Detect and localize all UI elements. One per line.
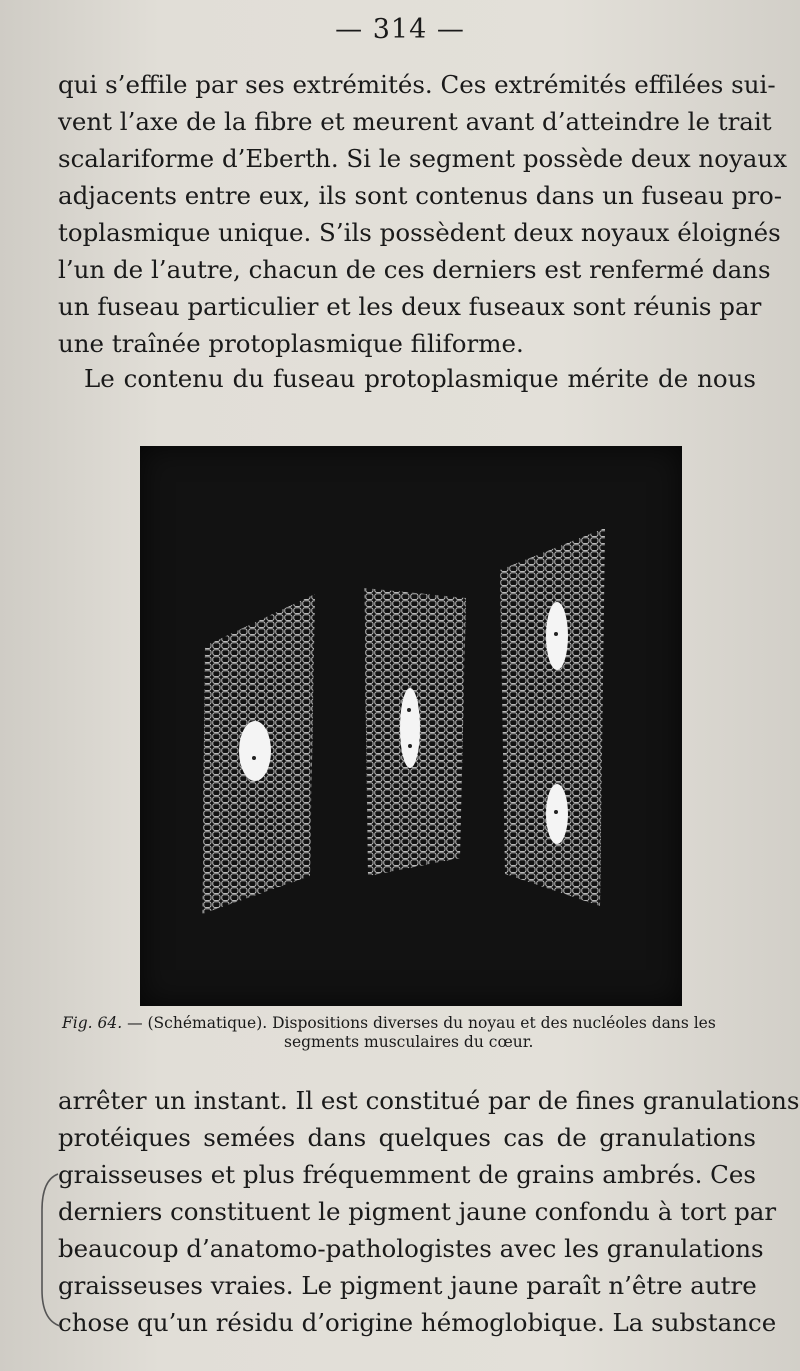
text-line: graisseuses et plus fréquemment de grains ambrés. Ces [58,1160,756,1189]
figure-plate [140,446,682,1006]
paragraph-2 [58,360,756,397]
nucleus [546,602,568,670]
paragraph-1 [58,66,788,362]
page-number: — 314 — [335,14,465,45]
nucleolus [408,744,412,748]
text-line: chose qu’un résidu d’origine hémoglobique. La substance [58,1308,777,1337]
text-line: un fuseau particulier et les deux fuseaux sont réunis par [58,292,762,321]
muscle-segment-middle [364,588,466,876]
nucleus [400,688,420,768]
figure-label: Fig. 64. [62,1014,123,1032]
text-line: derniers constituent le pigment jaune confondu à tort par [58,1197,777,1226]
margin-bracket-mark [36,1170,66,1330]
nucleolus [554,810,558,814]
figure-caption [62,1014,762,1052]
muscle-segments-illustration [140,446,682,1006]
text-line: graisseuses vraies. Le pigment jaune paraît n’être autre [58,1271,757,1300]
paragraph-3 [58,1082,800,1341]
nucleolus [407,708,411,712]
text-line: arrêter un instant. Il est constitué par de fines granulations [58,1086,800,1115]
text-line: toplasmique unique. S’ils possèdent deux noyaux éloignés [58,218,781,247]
muscle-segment-right [500,528,605,906]
text-line: une traînée protoplasmique filiforme. [58,329,524,358]
text-line: protéiques semées dans quelques cas de granulations [58,1123,756,1152]
text-line: scalariforme d’Eberth. Si le segment possède deux noyaux [58,144,788,173]
text-line: vent l’axe de la fibre et meurent avant d’atteindre le trait [58,107,772,136]
muscle-segment-left [202,594,315,914]
caption-line: segments musculaires du cœur. [284,1033,534,1051]
text-line: Le contenu du fuseau protoplasmique mérite de nous [84,364,756,393]
nucleolus [252,756,256,760]
nucleolus [554,632,558,636]
text-line: qui s’effile par ses extrémités. Ces extrémités effilées sui- [58,70,776,99]
nucleus [546,784,568,844]
caption-text: — (Schématique). Dispositions diverses du noyau et des nucléoles dans les [127,1014,716,1032]
text-line: beaucoup d’anatomo-pathologistes avec les granulations [58,1234,764,1263]
caption-line [62,1014,762,1033]
text-line: adjacents entre eux, ils sont contenus dans un fuseau pro- [58,181,783,210]
text-line: l’un de l’autre, chacun de ces derniers est renfermé dans [58,255,771,284]
nucleus [239,721,271,781]
